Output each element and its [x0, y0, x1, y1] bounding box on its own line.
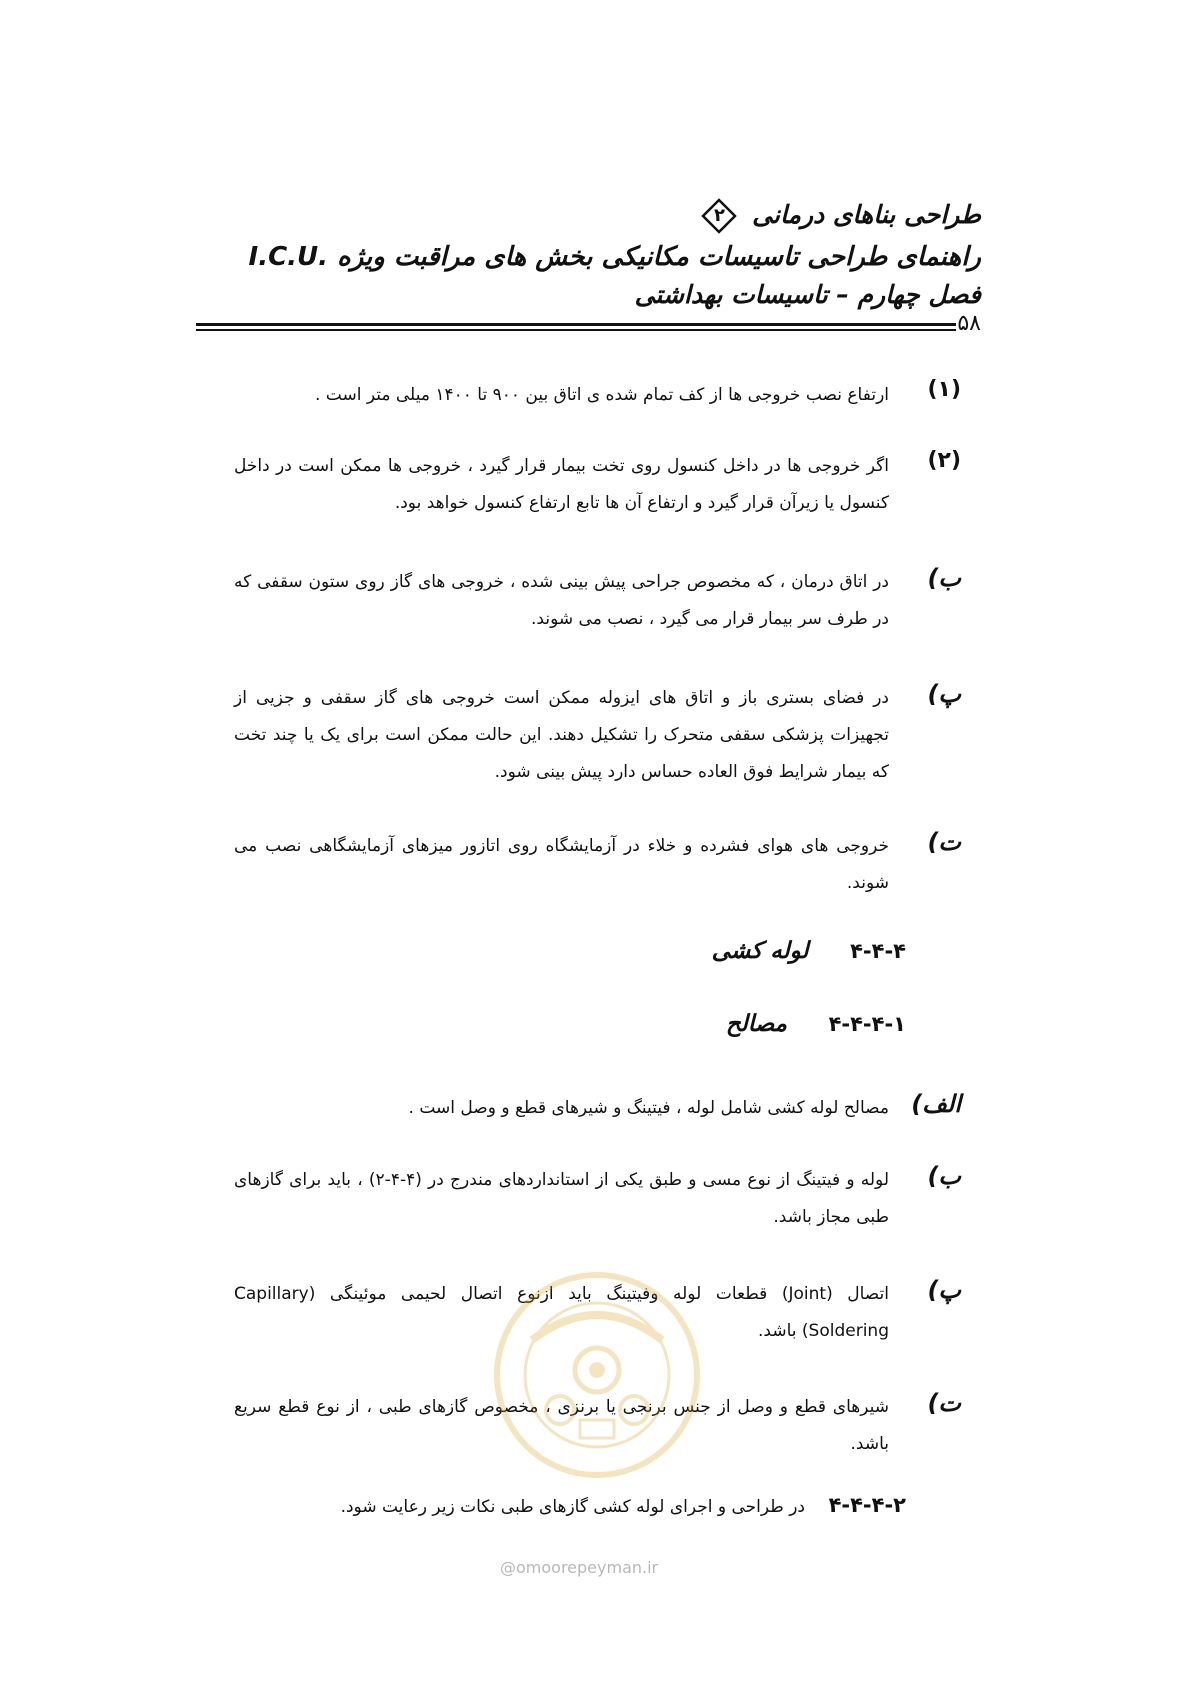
subsection-heading [726, 1011, 906, 1037]
section-heading [712, 938, 906, 964]
list-item [6, 1090, 961, 1127]
subsection-number: ۴-۴-۴-۱ [828, 1012, 906, 1036]
header-title: راهنمای طراحی تاسیسات مکانیکی بخش های مراقبت ویژه .I.C.U [248, 242, 981, 272]
item-text: ارتفاع نصب خروجی ها از کف تمام شده ی اتاق بین ۹۰۰ تا ۱۴۰۰ میلی متر است . [315, 385, 889, 405]
header-series [695, 198, 981, 234]
item-marker: ت) [927, 1389, 961, 1417]
item-marker: ت) [927, 828, 961, 856]
item-text: در فضای بستری باز و اتاق های ایزوله ممکن است خروجی های گاز سقفی و جزیی از تجهیزات پزشکی سقفی متحرک را تشکیل دهند. این حالت ممکن است برای یک یا چند تخت که بیمار شرایط فوق العاده حساس دارد پیش بینی شود. [234, 688, 889, 782]
list-item [6, 1276, 961, 1350]
series-title: طراحی بناهای درمانی [752, 200, 981, 229]
list-item [6, 448, 961, 522]
list-item [6, 828, 961, 902]
item-text: اتصال (Joint) قطعات لوله وفیتینگ باید ازنوع اتصال لحیمی موئینگی (Capillary Soldering) باشد. [234, 1284, 889, 1341]
item-marker: (۱) [927, 377, 961, 402]
series-number-badge [701, 198, 737, 234]
list-item [6, 680, 961, 791]
header-rule-thin [196, 329, 956, 331]
item-marker: پ) [927, 680, 961, 708]
subsection-title: مصالح [725, 1011, 787, 1037]
list-item [6, 564, 961, 638]
paragraph-text: در طراحی و اجرای لوله کشی گازهای طبی نکات زیر رعایت شود. [340, 1497, 805, 1517]
item-text: اگر خروجی ها در داخل کنسول روی تخت بیمار قرار گیرد ، خروجی ها ممکن است در داخل کنسول یا زیرآن قرار گیرد و ارتفاع آن ها تابع ارتفاع کنسول خواهد بود. [234, 456, 889, 513]
paragraph-number: ۴-۴-۴-۲ [828, 1493, 906, 1517]
watermark-site: @omoorepeyman.ir [500, 1558, 659, 1577]
page-number: ۵۸ [957, 311, 981, 336]
list-item [6, 1162, 961, 1236]
item-marker: ب) [927, 1162, 961, 1190]
list-item [6, 377, 961, 414]
item-text: مصالح لوله کشی شامل لوله ، فیتینگ و شیرهای قطع و وصل است . [408, 1098, 889, 1118]
header-rule-thick [196, 323, 956, 326]
item-marker: پ) [927, 1276, 961, 1304]
numbered-paragraph [0, 1493, 906, 1517]
header-chapter: فصل چهارم – تاسیسات بهداشتی [634, 280, 981, 309]
item-marker: (۲) [927, 448, 961, 473]
item-marker: ب) [927, 564, 961, 592]
section-number: ۴-۴-۴ [850, 939, 906, 963]
section-title: لوله کشی [711, 938, 809, 964]
item-text: شیرهای قطع و وصل از جنس برنجی یا برنزی ، مخصوص گازهای طبی ، از نوع قطع سریع باشد. [234, 1397, 889, 1454]
item-marker: الف) [911, 1090, 961, 1118]
item-text: در اتاق درمان ، که مخصوص جراحی پیش بینی شده ، خروجی های گاز روی ستون سقفی که در طرف سر بیمار قرار می گیرد ، نصب می شوند. [234, 572, 889, 629]
watermark-seal-icon [492, 1270, 702, 1480]
item-text: لوله و فیتینگ از نوع مسی و طبق یکی از استانداردهای مندرج در (۴-۴-۲) ، باید برای گازهای طبی مجاز باشد. [234, 1170, 890, 1227]
item-text: خروجی های هوای فشرده و خلاء در آزمایشگاه روی اتازور میزهای آزمایشگاهی نصب می شوند. [234, 836, 889, 893]
series-number: ۲ [713, 205, 725, 226]
list-item [6, 1389, 961, 1463]
